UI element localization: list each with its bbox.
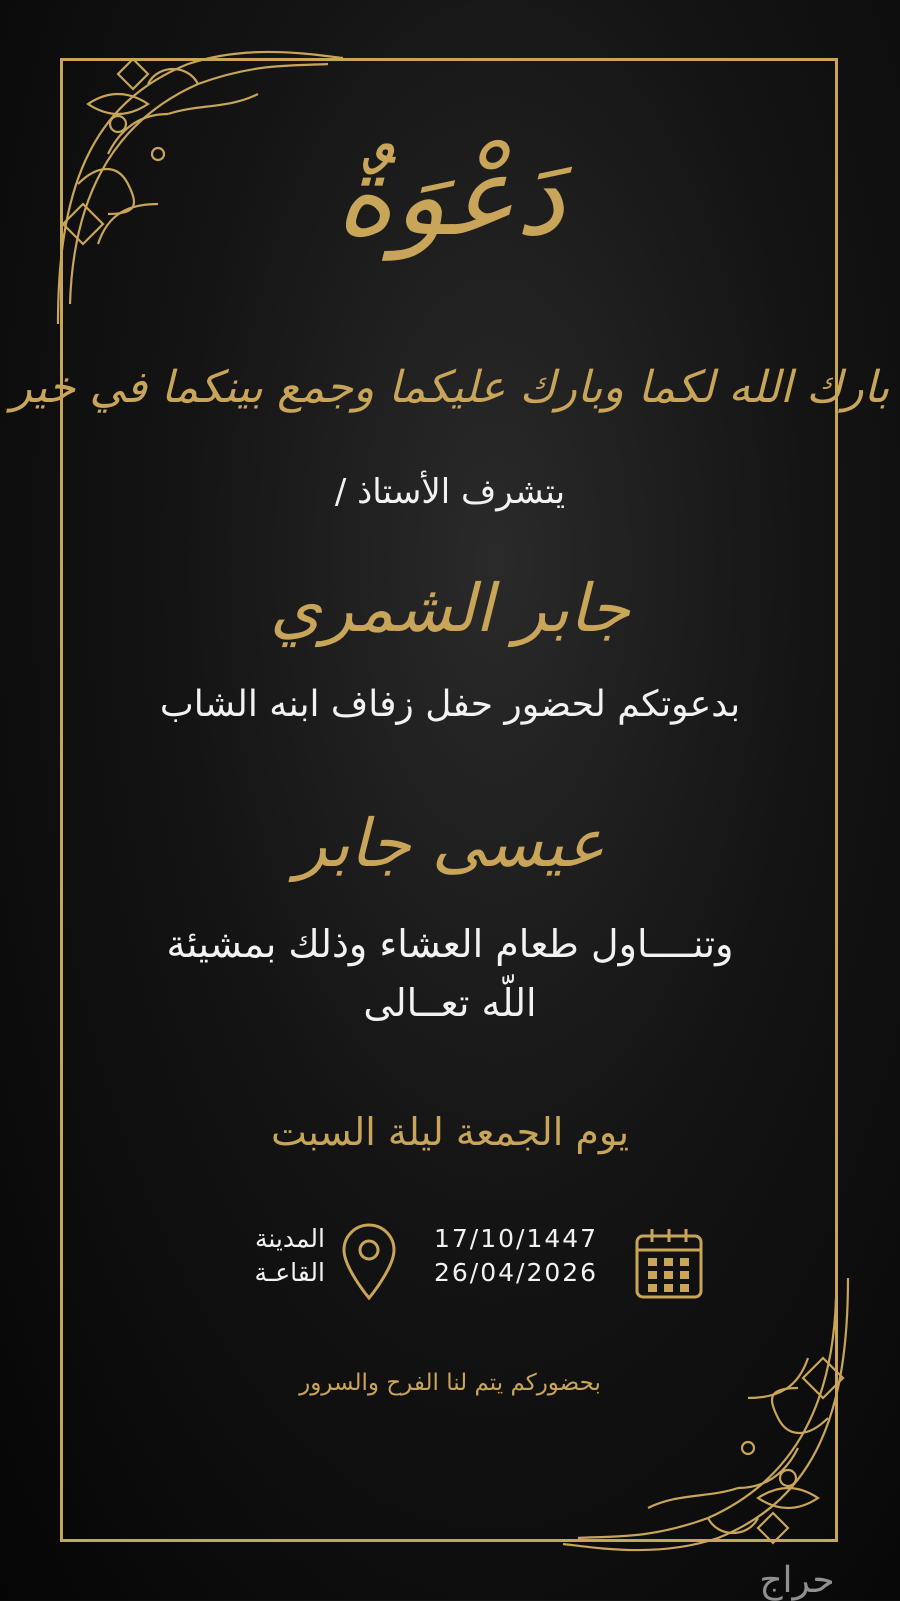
location-pin-icon xyxy=(338,1222,400,1302)
host-name: جابر الشمري xyxy=(269,570,631,647)
closing-line: بحضوركم يتم لنا الفرح والسرور xyxy=(299,1370,601,1396)
calendar-icon xyxy=(634,1226,704,1300)
groom-name: عيسى جابر xyxy=(295,805,605,882)
invitation-title: دَعْوَةٌ xyxy=(335,132,565,260)
date-info xyxy=(434,1222,614,1290)
location-venue: القاعـة xyxy=(254,1257,325,1287)
date-gregorian: 26/04/2026 xyxy=(434,1257,599,1287)
dinner-line-1: وتنــــاول طعام العشاء وذلك بمشيئة xyxy=(166,922,734,966)
ornament-bottom-right-icon xyxy=(558,1268,858,1558)
blessing-calligraphy: بارك الله لكما وبارك عليكما وجمع بينكما في خير xyxy=(10,362,890,413)
honored-line: يتشرف الأستاذ / xyxy=(334,472,566,512)
location-city: المدينة xyxy=(254,1224,325,1253)
dinner-line-2: اللّه تعــالى xyxy=(363,980,537,1025)
location-info xyxy=(205,1222,325,1290)
day-line: يوم الجمعة ليلة السبت xyxy=(270,1110,630,1154)
invite-line: بدعوتكم لحضور حفل زفاف ابنه الشاب xyxy=(159,684,741,725)
date-hijri: 17/10/1447 xyxy=(434,1224,599,1253)
haraj-watermark: حراج xyxy=(759,1560,835,1601)
dinner-text xyxy=(0,915,900,1033)
